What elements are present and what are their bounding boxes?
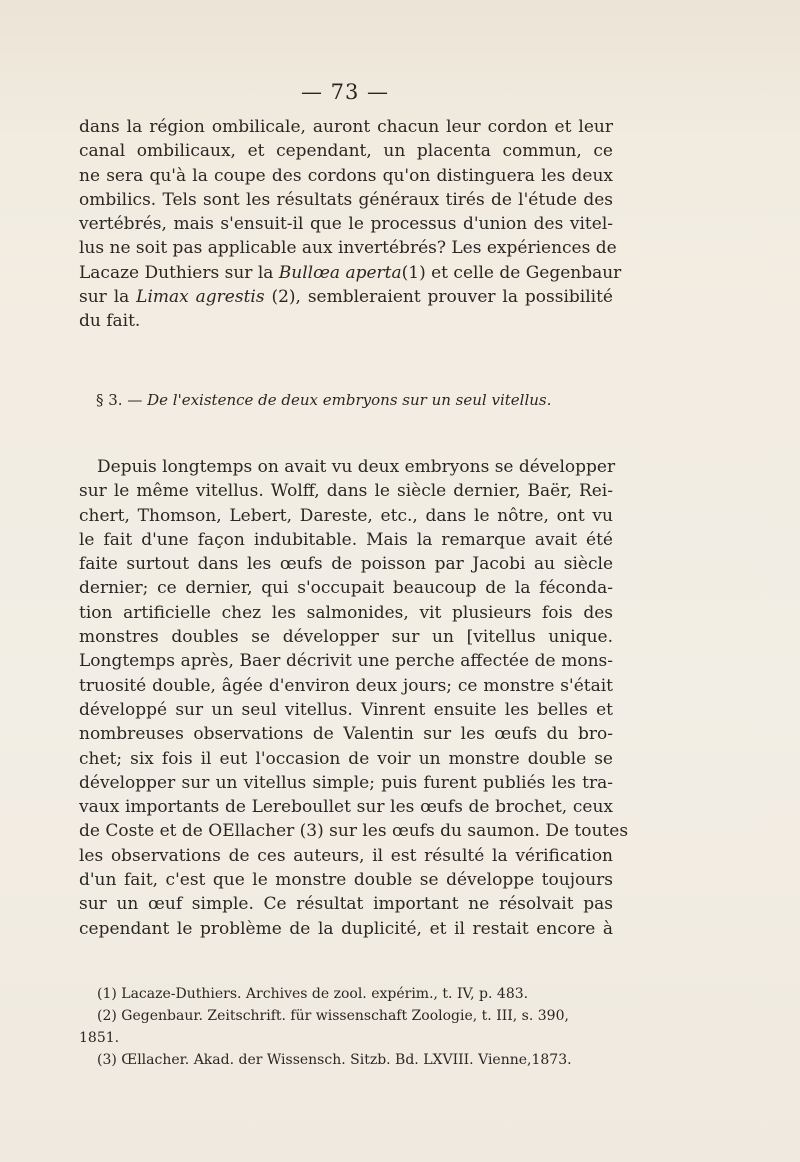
text-line: nombreuses observations de Valentin sur les œufs du bro-	[79, 724, 613, 745]
text-line: tion artificielle chez les salmonides, vit plusieurs fois des	[79, 602, 613, 623]
footnote-continuation: 1851.	[79, 1030, 120, 1046]
text-line: dans la région ombilicale, auront chacun leur cordon et leur	[79, 117, 613, 137]
text-line: chert, Thomson, Lebert, Dareste, etc., dans le nôtre, ont vu	[79, 505, 613, 526]
text-run: Lacaze Duthiers sur la	[79, 262, 279, 283]
text-line: monstres doubles se développer sur un [vitellus unique.	[79, 627, 613, 648]
text-line: développer sur un vitellus simple; puis furent publiés les tra-	[79, 772, 613, 793]
footnote: (2) Gegenbaur. Zeitschrift. für wissenschaft Zoologie, t. III, s. 390,	[97, 1008, 569, 1024]
paragraph-main	[79, 455, 629, 941]
text-line: Longtemps après, Baer décrivit une perche affectée de mons-	[79, 651, 613, 672]
section-number: § 3. —	[96, 391, 148, 409]
species-name: Bullœa aperta	[278, 262, 402, 283]
section-heading	[96, 391, 616, 409]
text-run: sur la	[79, 287, 137, 308]
text-run: (2), sembleraient prouver la possibilité	[264, 287, 613, 308]
section-title: De l'existence de deux embryons sur un seul vitellus.	[147, 391, 552, 409]
text-line: vaux importants de Lereboullet sur les œufs de brochet, ceux	[79, 797, 613, 818]
text-line: cependant le problème de la duplicité, et il restait encore à	[79, 918, 613, 939]
text-line: ombilics. Tels sont les résultats généraux tirés de l'étude des	[79, 189, 613, 210]
text-line: d'un fait, c'est que le monstre double se développe toujours	[79, 870, 613, 891]
text-line: de Coste et de OEllacher (3) sur les œufs du saumon. De toutes	[79, 821, 629, 842]
footnotes	[79, 983, 613, 1071]
text-line: du fait.	[79, 311, 141, 332]
text-line: vertébrés, mais s'ensuit-il que le processus d'union des vitel-	[79, 214, 613, 235]
text-line: les observations de ces auteurs, il est résulté la vérification	[79, 845, 613, 866]
footnote: (3) Œllacher. Akad. der Wissensch. Sitzb. Bd. LXVIII. Vienne,1873.	[97, 1052, 572, 1068]
text-line	[79, 261, 622, 285]
text-line: truosité double, âgée d'environ deux jours; ce monstre s'était	[79, 675, 613, 696]
text-line: chet; six fois il eut l'occasion de voir un monstre double se	[79, 748, 613, 769]
text-line: lus ne soit pas applicable aux invertébrés? Les expériences de	[79, 238, 617, 259]
text-run: (1) et celle de Gegenbaur	[401, 262, 622, 283]
text-line: Depuis longtemps on avait vu deux embryons se développer	[97, 457, 616, 477]
paragraph-continuation	[79, 115, 622, 334]
text-line: dernier; ce dernier, qui s'occupait beaucoup de la féconda-	[79, 578, 613, 599]
text-line: canal ombilicaux, et cependant, un placenta commun, ce	[79, 141, 613, 162]
text-line: développé sur un seul vitellus. Vinrent ensuite les belles et	[79, 699, 613, 720]
text-line: faite surtout dans les œufs de poisson par Jacobi au siècle	[79, 554, 613, 575]
species-name: Limax agrestis	[136, 287, 265, 308]
text-line: sur le même vitellus. Wolff, dans le siècle dernier, Baër, Rei-	[79, 481, 613, 502]
text-line	[79, 285, 613, 309]
text-line: sur un œuf simple. Ce résultat important ne résolvait pas	[79, 894, 613, 915]
text-line: le fait d'une façon indubitable. Mais la remarque avait été	[79, 529, 613, 550]
footnote: (1) Lacaze-Duthiers. Archives de zool. expérim., t. IV, p. 483.	[97, 986, 529, 1002]
page-number: — 73 —	[300, 80, 390, 104]
text-line: ne sera qu'à la coupe des cordons qu'on distinguera les deux	[79, 165, 613, 186]
